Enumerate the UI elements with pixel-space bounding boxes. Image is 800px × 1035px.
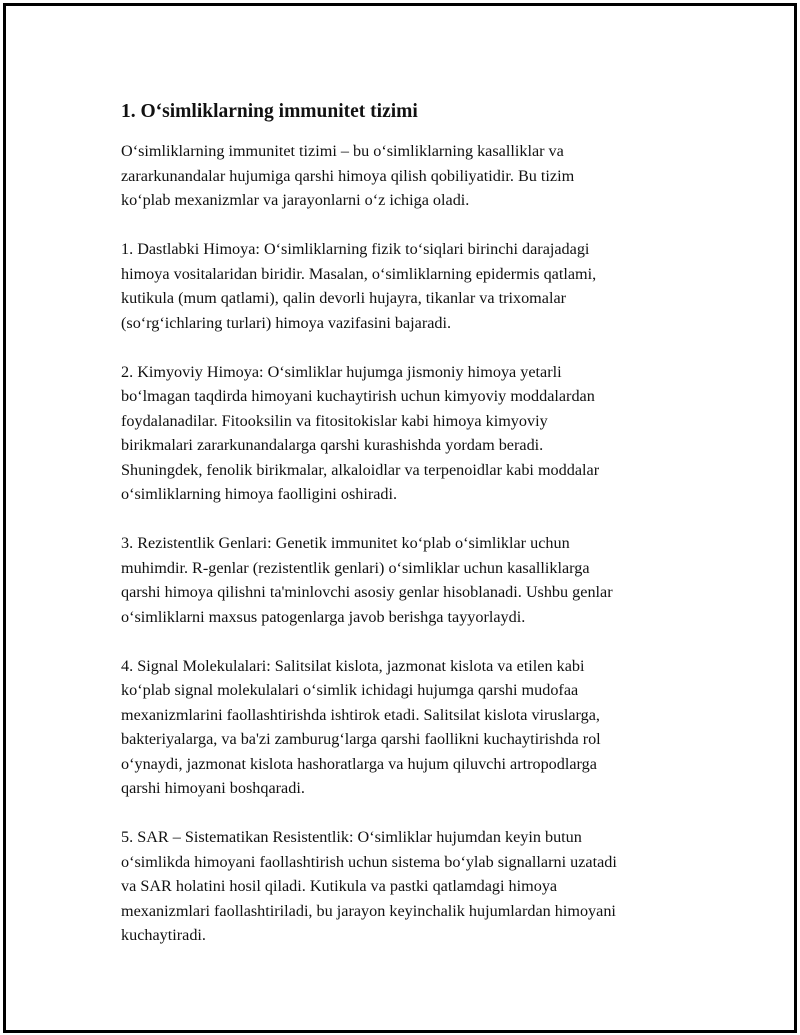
paragraph-line: o‘simlikda himoyani faollashtirish uchun sistema bo‘ylab signallarni uzatadi	[121, 852, 617, 871]
paragraph-line: kuchaytiradi.	[121, 926, 206, 944]
paragraph-line: 2. Kimyoviy Himoya: O‘simliklar hujumga jismoniy himoya yetarli	[121, 362, 562, 381]
paragraph-line: bakteriyalarga, va ba'zi zamburug‘larga qarshi faollikni kuchaytirishda rol	[121, 730, 601, 748]
paragraph-line: zararkunandalar hujumiga qarshi himoya qilish qobiliyatidir. Bu tizim	[121, 166, 575, 185]
paragraph-line: qarshi himoya qilishni ta'minlovchi asosiy genlar hisoblanadi. Ushbu genlar	[121, 583, 613, 601]
paragraph	[121, 654, 691, 801]
paragraph-line: bo‘lmagan taqdirda himoyani kuchaytirish uchun kimyoviy moddalardan	[121, 387, 595, 405]
paragraph-line: mexanizmlarini faollashtirishda ishtirok etadi. Salitsilat kislota viruslarga,	[121, 705, 600, 724]
paragraph-line: muhimdir. R-genlar (rezistentlik genlari) o‘simliklar uchun kasalliklarga	[121, 558, 590, 577]
paragraph-line: o‘simliklarning himoya faolligini oshiradi.	[121, 485, 398, 503]
paragraph-line: o‘simliklarni maxsus patogenlarga javob berishga tayyorlaydi.	[121, 607, 526, 626]
paragraph	[121, 360, 691, 507]
document-body	[121, 98, 691, 972]
page-frame	[3, 3, 797, 1033]
paragraph-line: foydalanadilar. Fitooksilin va fitositokislar kabi himoya kimyoviy	[121, 411, 548, 430]
paragraph-line: mexanizmlari faollashtiriladi, bu jarayon keyinchalik hujumlardan himoyani	[121, 901, 616, 920]
paragraph-list	[121, 139, 691, 948]
paragraph-line: qarshi himoyani boshqaradi.	[121, 779, 305, 797]
paragraph-line: birikmalari zararkunandalarga qarshi kurashishda yordam beradi.	[121, 436, 544, 454]
paragraph	[121, 139, 691, 213]
paragraph-line: ko‘plab signal molekulalari o‘simlik ichidagi hujumga qarshi mudofaa	[121, 681, 579, 699]
paragraph-line: O‘simliklarning immunitet tizimi – bu o‘simliklarning kasalliklar va	[121, 142, 564, 160]
paragraph	[121, 825, 691, 948]
paragraph-line: himoya vositalaridan biridir. Masalan, o‘simliklarning epidermis qatlami,	[121, 264, 597, 283]
paragraph-line: 3. Rezistentlik Genlari: Genetik immunitet ko‘plab o‘simliklar uchun	[121, 534, 570, 552]
paragraph-line: Shuningdek, fenolik birikmalar, alkaloidlar va terpenoidlar kabi moddalar	[121, 460, 600, 479]
paragraph-line: 5. SAR – Sistematikan Resistentlik: O‘simliklar hujumdan keyin butun	[121, 828, 582, 846]
paragraph-line: ko‘plab mexanizmlar va jarayonlarni o‘z ichiga oladi.	[121, 191, 470, 209]
paragraph-line: 4. Signal Molekulalari: Salitsilat kislota, jazmonat kislota va etilen kabi	[121, 656, 585, 675]
document-title: 1. O‘simliklarning immunitet tizimi	[121, 101, 418, 122]
paragraph-line: va SAR holatini hosil qiladi. Kutikula va pastki qatlamdagi himoya	[121, 877, 558, 895]
paragraph	[121, 237, 691, 335]
paragraph-line: (so‘rg‘ichlaring turlari) himoya vazifasini bajaradi.	[121, 313, 452, 332]
paragraph-line: kutikula (mum qatlami), qalin devorli hujayra, tikanlar va trixomalar	[121, 289, 567, 307]
paragraph-line: 1. Dastlabki Himoya: O‘simliklarning fizik to‘siqlari birinchi darajadagi	[121, 240, 590, 258]
paragraph	[121, 531, 691, 629]
paragraph-line: o‘ynaydi, jazmonat kislota hashoratlarga va hujum qiluvchi artropodlarga	[121, 754, 597, 773]
